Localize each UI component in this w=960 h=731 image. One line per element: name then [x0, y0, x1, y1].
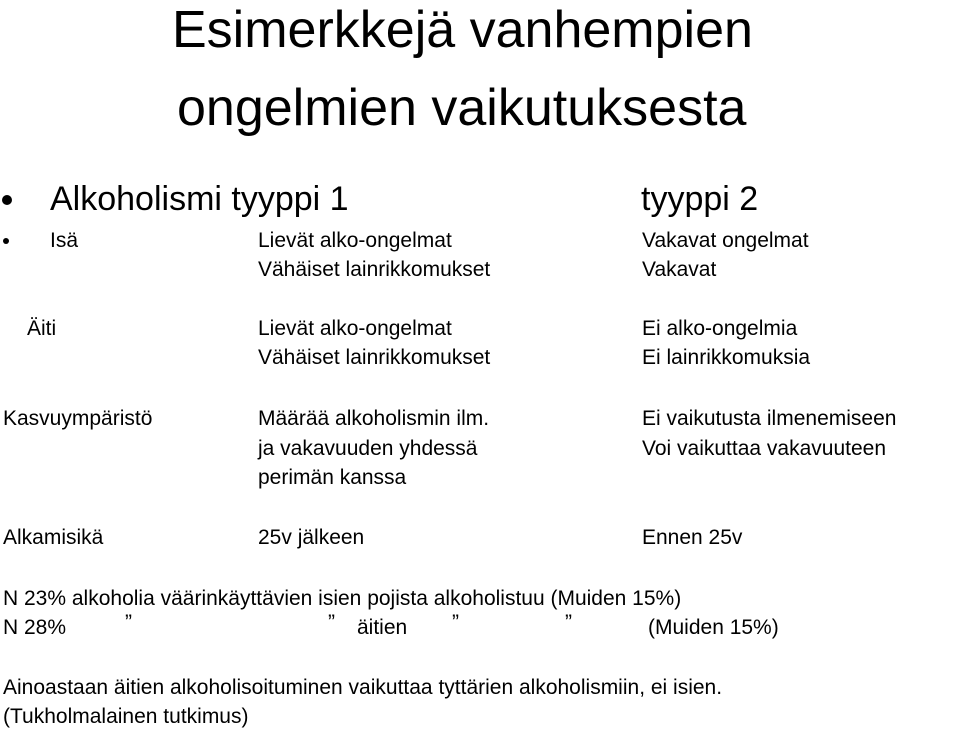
aiti-type1-line2: Vähäiset lainrikkomukset — [258, 346, 491, 369]
stat-line-mothers-word: äitien — [357, 616, 408, 639]
bullet-icon — [2, 195, 12, 205]
row-label-alkamisika: Alkamisikä — [3, 526, 104, 549]
isa-type1-line2: Vähäiset lainrikkomukset — [258, 258, 491, 281]
ditto-mark: ” — [452, 611, 459, 634]
ditto-mark: ” — [565, 611, 572, 634]
ditto-mark: ” — [125, 611, 132, 634]
conclusion-text: Ainoastaan äitien alkoholisoituminen vaikuttaa tyttärien alkoholismiin, ei isien. — [3, 676, 723, 699]
isa-type1-line1: Lievät alko-ongelmat — [258, 229, 452, 252]
ditto-mark: ” — [328, 611, 335, 634]
row-label-kasvuymparisto: Kasvuympäristö — [3, 407, 153, 430]
aiti-type2-line2: Ei lainrikkomuksia — [642, 346, 811, 369]
kasvu-type1-line3: perimän kanssa — [258, 466, 407, 489]
aiti-type1-line1: Lievät alko-ongelmat — [258, 317, 452, 340]
kasvu-type2-line1: Ei vaikutusta ilmenemiseen — [642, 407, 897, 430]
kasvu-type2-line2: Voi vaikuttaa vakavuuteen — [642, 437, 887, 460]
slide-title-line-1: Esimerkkejä vanhempien — [172, 1, 753, 59]
aiti-type2-line1: Ei alko-ongelmia — [642, 317, 798, 340]
stat-line-mothers-prefix: N 28% — [3, 616, 67, 639]
source-note: (Tukholmalainen tutkimus) — [3, 705, 249, 728]
stat-line-fathers: N 23% alkoholia väärinkäyttävien isien pojista alkoholistuu (Muiden 15%) — [3, 587, 682, 610]
isa-type2-line2: Vakavat — [642, 258, 717, 281]
bullet-icon — [3, 238, 9, 244]
heading-type-2: tyyppi 2 — [641, 180, 759, 218]
slide-title-line-2: ongelmien vaikutuksesta — [177, 79, 747, 137]
stat-line-mothers-comparison: (Muiden 15%) — [648, 616, 779, 639]
kasvu-type1-line2: ja vakavuuden yhdessä — [258, 437, 478, 460]
row-label-aiti: Äiti — [27, 317, 57, 340]
alkamis-type1: 25v jälkeen — [258, 526, 365, 549]
alkamis-type2: Ennen 25v — [642, 526, 743, 549]
row-label-isa: Isä — [50, 229, 79, 252]
heading-type-1: Alkoholismi tyyppi 1 — [50, 180, 349, 218]
isa-type2-line1: Vakavat ongelmat — [642, 229, 809, 252]
kasvu-type1-line1: Määrää alkoholismin ilm. — [258, 407, 490, 430]
